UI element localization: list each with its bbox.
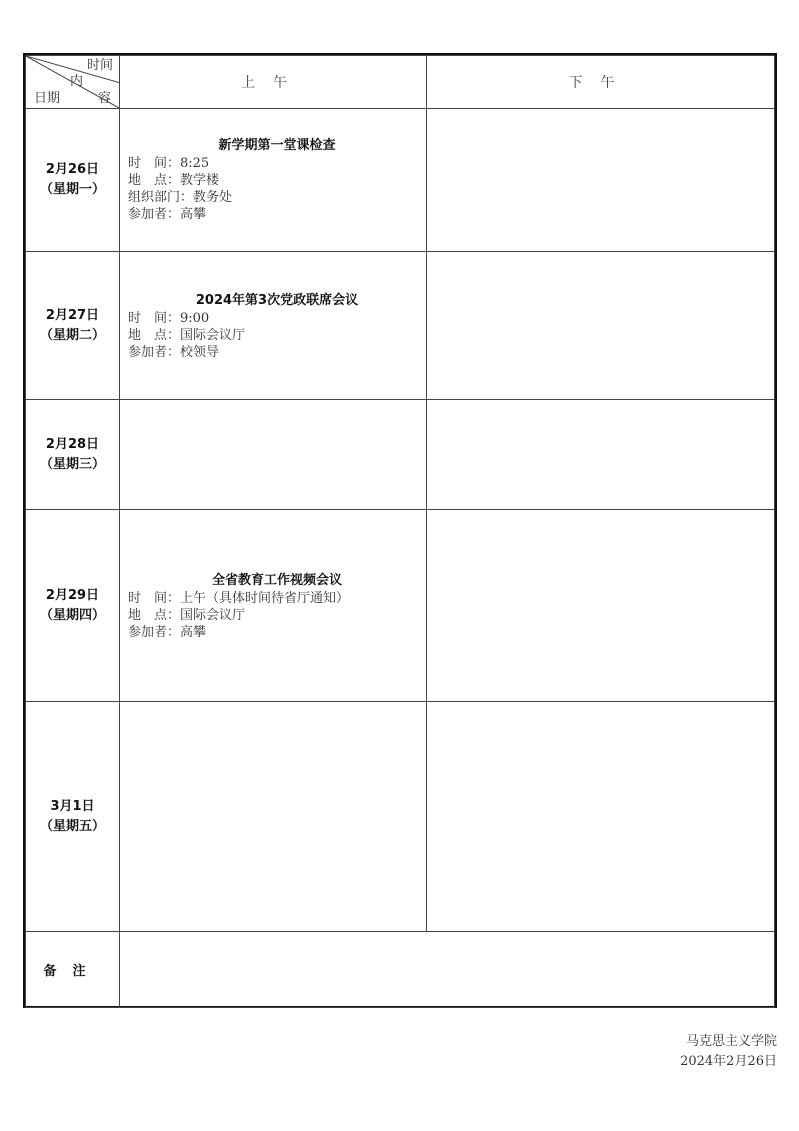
event-detail: 参加者：高攀 — [128, 625, 207, 640]
morning-cell — [120, 109, 427, 252]
footer-org: 马克思主义学院 — [685, 1034, 777, 1049]
header-row — [26, 56, 775, 109]
morning-cell — [120, 400, 427, 510]
weekday-label: （星期四） — [39, 607, 105, 623]
afternoon-header: 下午 — [427, 56, 775, 109]
date-label: 2月29日 — [45, 587, 100, 603]
remarks-label: 备注 — [26, 932, 120, 1008]
afternoon-cell — [427, 109, 775, 252]
diag-time-label: 时间 — [86, 58, 113, 73]
diag-date-label: 日期 — [34, 91, 61, 106]
event-detail: 时 间：上午（具体时间待省厅通知） — [128, 591, 350, 606]
day-row-3 — [26, 400, 775, 510]
date-cell — [26, 252, 120, 400]
weekday-label: （星期一） — [39, 182, 105, 197]
date-cell — [26, 109, 120, 252]
afternoon-cell — [427, 252, 775, 400]
event-title: 全省教育工作视频会议 — [211, 573, 342, 588]
date-label: 2月26日 — [45, 162, 100, 177]
event-detail: 参加者：校领导 — [128, 345, 220, 360]
date-cell — [26, 400, 120, 510]
event-detail: 组织部门：教务处 — [128, 190, 233, 205]
date-cell — [26, 702, 120, 932]
event-detail: 参加者：高攀 — [128, 207, 207, 222]
date-label: 2月28日 — [45, 436, 100, 452]
morning-cell — [120, 510, 427, 702]
afternoon-cell — [427, 510, 775, 702]
weekday-label: （星期三） — [39, 456, 105, 472]
schedule-sheet — [23, 53, 777, 1008]
diagonal-header-cell — [26, 56, 120, 109]
remarks-content — [120, 932, 775, 1008]
morning-header: 上午 — [120, 56, 427, 109]
footer — [680, 1032, 777, 1072]
event-title: 2024年第3次党政联席会议 — [195, 293, 359, 308]
weekday-label: （星期二） — [39, 327, 105, 343]
afternoon-cell — [427, 702, 775, 932]
weekday-label: （星期五） — [39, 818, 105, 834]
event-detail: 时 间：9:00 — [128, 311, 210, 326]
footer-date: 2024年2月26日 — [680, 1054, 777, 1069]
event-title: 新学期第一堂课检查 — [218, 138, 336, 153]
day-row-1 — [26, 109, 775, 252]
day-row-5 — [26, 702, 775, 932]
remarks-row — [26, 932, 775, 1008]
day-row-4 — [26, 510, 775, 702]
afternoon-cell — [427, 400, 775, 510]
date-label: 2月27日 — [45, 307, 100, 323]
event-detail: 时 间：8:25 — [128, 156, 210, 171]
morning-cell — [120, 702, 427, 932]
event-detail: 地 点：国际会议厅 — [128, 608, 246, 623]
day-row-2 — [26, 252, 775, 400]
diag-content-label-1: 内 — [70, 74, 84, 89]
event-detail: 地 点：国际会议厅 — [128, 328, 246, 343]
date-cell — [26, 510, 120, 702]
schedule-table — [25, 55, 775, 1008]
event-detail: 地 点：教学楼 — [128, 173, 220, 188]
date-label: 3月1日 — [50, 798, 95, 814]
diag-content-label-2: 容 — [97, 91, 111, 106]
morning-cell — [120, 252, 427, 400]
